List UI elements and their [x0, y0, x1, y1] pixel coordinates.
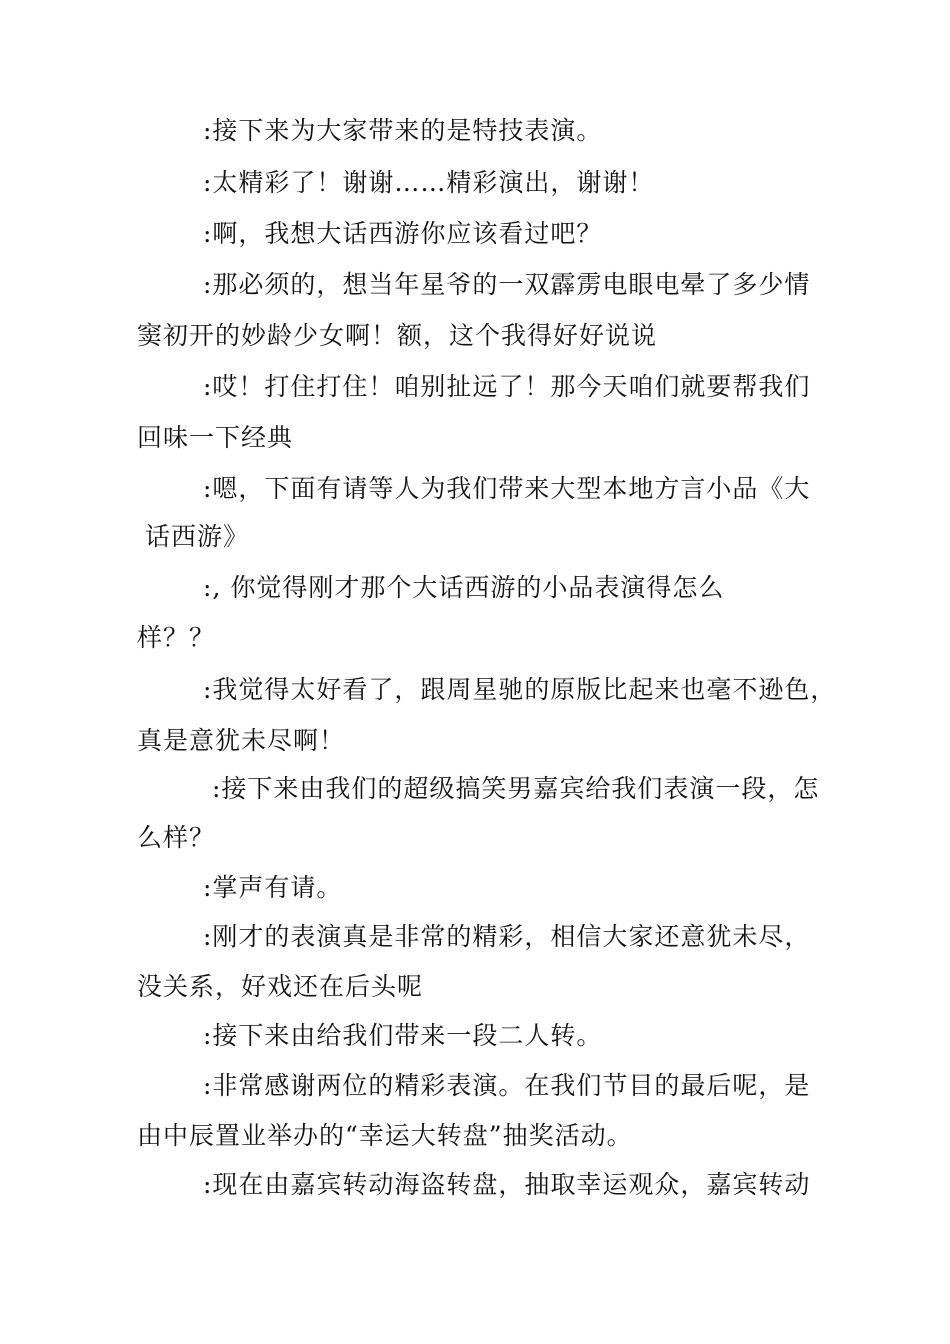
text-line: :现在由嘉宾转动海盗转盘，抽取幸运观众，嘉宾转动 [203, 1170, 811, 1199]
text-line: :那必须的，想当年星爷的一双霹雳电眼电晕了多少情 [203, 270, 811, 299]
text-line: :接下来由我们的超级搞笑男嘉宾给我们表演一段，怎 [212, 774, 820, 803]
text-line: :嗯，下面有请等人为我们带来大型本地方言小品《大 [203, 474, 811, 503]
text-line: 窦初开的妙龄少女啊！额，这个我得好好说说 [137, 321, 658, 350]
text-line: :刚才的表演真是非常的精彩，相信大家还意犹未尽， [203, 922, 811, 951]
text-line: :我觉得太好看了，跟周星驰的原版比起来也毫不逊色， [203, 675, 837, 704]
text-line: 由中辰置业举办的“幸运大转盘”抽奖活动。 [137, 1121, 633, 1150]
text-line: :接下来为大家带来的是特技表演。 [203, 116, 603, 145]
text-line: :接下来由给我们带来一段二人转。 [203, 1021, 603, 1050]
text-line: 回味一下经典 [137, 423, 294, 452]
text-line: 话西游》 [145, 522, 250, 551]
text-line: :, 你觉得刚才那个大话西游的小品表演得怎么 [203, 573, 725, 602]
text-line: :啊，我想大话西游你应该看过吧？ [203, 219, 603, 248]
text-line: :太精彩了！谢谢……精彩演出，谢谢！ [203, 168, 655, 197]
text-line: 真是意犹未尽啊！ [137, 726, 346, 755]
text-line: :非常感谢两位的精彩表演。在我们节目的最后呢，是 [203, 1071, 811, 1100]
text-line: :掌声有请。 [203, 873, 343, 902]
text-line: :哎！打住打住！咱别扯远了！那今天咱们就要帮我们 [203, 372, 811, 401]
text-line: 么样？ [137, 823, 216, 852]
text-line: 没关系，好戏还在后头呢 [137, 972, 424, 1001]
text-line: 样？？ [137, 623, 216, 652]
